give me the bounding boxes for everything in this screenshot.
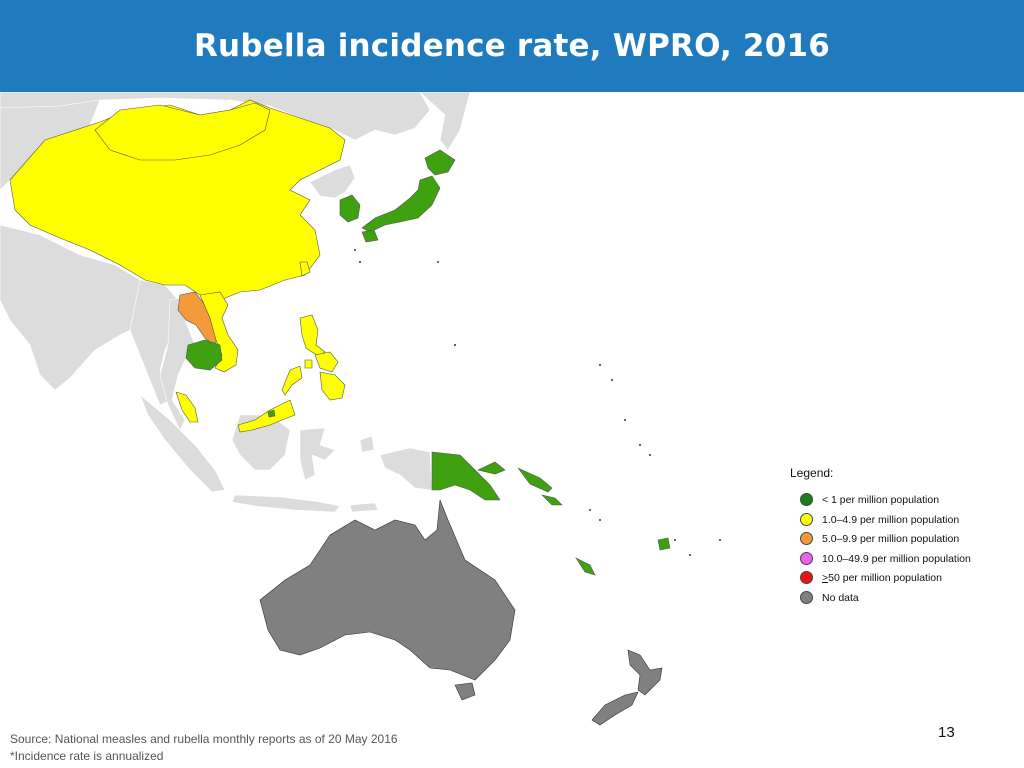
page-number: 13 [938,724,955,741]
page-title: Rubella incidence rate, WPRO, 2016 [193,28,831,64]
region-korea [340,195,360,222]
legend-label: 5.0–9.9 per million population [822,533,960,545]
legend-label-rest: 50 per million population [828,572,942,584]
legend-label: < 1 per million population [822,494,940,506]
legend-swatch-dark-green [800,493,813,506]
region-solomons [518,468,562,505]
legend-label: 1.0–4.9 per million population [822,513,960,526]
legend-item [790,512,1020,532]
legend-item [790,590,1020,610]
footer [10,731,398,765]
legend-swatch-orange [800,532,813,545]
legend-title: Legend: [790,466,834,480]
legend-label-prefix: > [822,572,829,584]
legend-item [790,551,1020,571]
legend-swatch-grey [800,591,813,604]
wpro-map [0,92,760,732]
legend-item [790,492,1020,512]
legend-item [790,570,1020,590]
legend-swatch-magenta [800,552,813,565]
legend-swatch-red [800,571,813,584]
legend-label: No data [822,591,859,604]
annualized-note: *Incidence rate is annualized [10,749,164,763]
legend-swatch-yellow [800,513,813,526]
region-japan [362,150,455,242]
region-philippines [282,315,345,400]
region-australia [260,500,515,700]
pacific-islets [354,249,721,556]
region-png [432,452,505,500]
region-pacific-islands [576,538,670,575]
legend-label: 10.0–49.9 per million population [822,552,971,565]
legend-label [822,572,942,584]
legend [790,466,1020,609]
source-note: Source: National measles and rubella monthly reports as of 20 May 2016 [10,732,398,746]
region-new-zealand [592,650,662,725]
legend-item [790,531,1020,551]
